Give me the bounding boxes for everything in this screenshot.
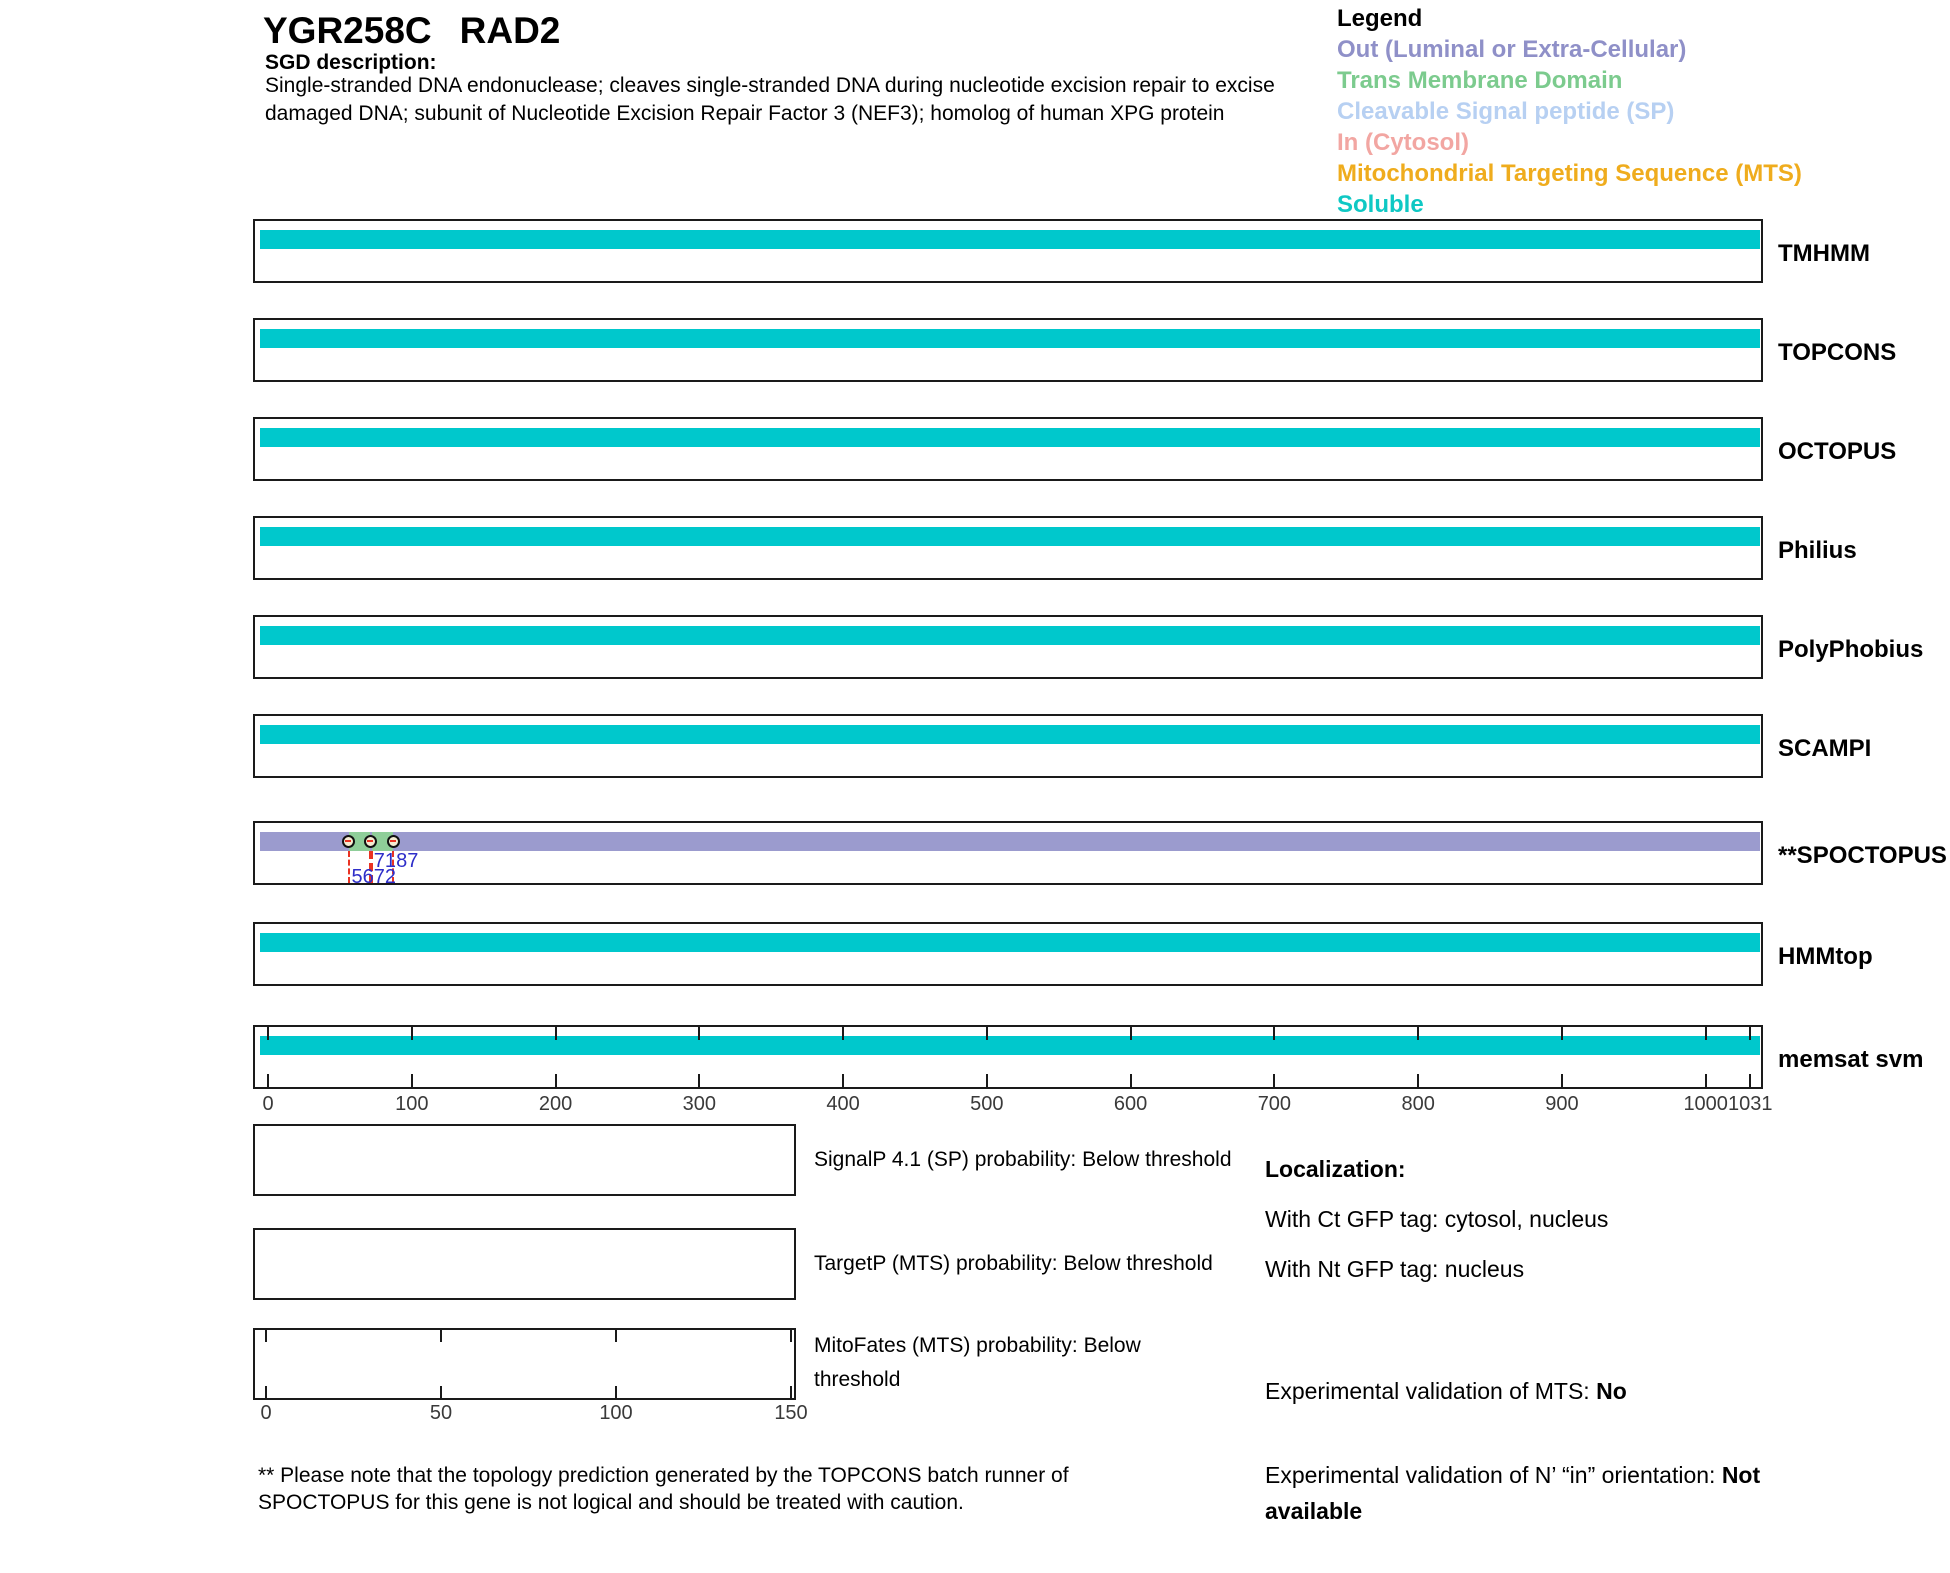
track-bar-4 [260,626,1760,645]
axis-tick-label: 100 [395,1093,429,1115]
boundary-marker-icon [387,835,400,848]
axis-tick-mark [1273,1027,1275,1040]
small-axis-tick-mark [790,1386,792,1398]
small-axis-tick-mark [265,1330,267,1342]
legend-item-2: Cleavable Signal peptide (SP) [1337,98,1675,125]
track-bar-6 [260,832,1760,851]
axis-tick-mark [267,1074,269,1087]
axis-tick-mark [698,1027,700,1040]
track-label-hmmtop: HMMtop [1778,943,1873,970]
probability-plot-box-1 [253,1228,796,1300]
legend-item-5: Soluble [1337,191,1424,218]
localization-ct-gfp: With Ct GFP tag: cytosol, nucleus [1265,1206,1609,1232]
boundary-position-label: 72 [373,866,397,888]
axis-tick-mark [1417,1027,1419,1040]
small-axis-tick-label: 50 [429,1402,453,1424]
axis-tick-mark [1705,1074,1707,1087]
axis-tick-label: 0 [262,1093,274,1115]
mitofates-caption-line1: MitoFates (MTS) probability: Below [814,1334,1141,1357]
axis-tick-mark [1130,1027,1132,1040]
mts-validation-label: Experimental validation of MTS: [1265,1378,1597,1404]
track-label-memsat-svm: memsat svm [1778,1046,1924,1073]
axis-tick-mark [1749,1027,1751,1040]
legend-item-0: Out (Luminal or Extra-Cellular) [1337,36,1687,63]
sgd-description-line2: damaged DNA; subunit of Nucleotide Excision Repair Factor 3 (NEF3); homolog of human XPG protein [265,102,1225,125]
track-label--spoctopus: **SPOCTOPUS [1778,842,1947,869]
axis-tick-mark [1749,1074,1751,1087]
axis-tick-label: 500 [970,1093,1004,1115]
targetp-caption: TargetP (MTS) probability: Below threshold [814,1252,1213,1275]
track-box-4 [253,615,1763,679]
track-box-0 [253,219,1763,283]
axis-tick-mark [1130,1074,1132,1087]
signalp-caption: SignalP 4.1 (SP) probability: Below threshold [814,1148,1232,1171]
axis-tick-mark [986,1027,988,1040]
track-label-scampi: SCAMPI [1778,735,1872,762]
axis-tick-label: 1000 [1683,1093,1728,1115]
mts-validation-value: No [1596,1378,1627,1404]
probability-plot-box-0 [253,1124,796,1196]
spoctopus-footnote-line1: ** Please note that the topology prediction generated by the TOPCONS batch runner of [258,1464,1069,1487]
boundary-position-label: 71 [373,850,397,872]
marker-dash-icon [367,840,373,842]
axis-tick-label: 200 [538,1093,573,1115]
axis-tick-mark [1561,1074,1563,1087]
orientation-validation-value: Not available [1265,1462,1761,1524]
track-bar-7 [260,933,1760,952]
track-bar-3 [260,527,1760,546]
track-bar-8 [260,1036,1760,1055]
track-box-5 [253,714,1763,778]
track-label-topcons: TOPCONS [1778,339,1897,366]
legend-item-3: In (Cytosol) [1337,129,1469,156]
marker-dash-icon [345,840,351,842]
axis-tick-mark [411,1074,413,1087]
orientation-validation-label: Experimental validation of N’ “in” orientation: [1265,1462,1722,1488]
small-axis-tick-label: 100 [599,1402,633,1424]
axis-tick-mark [267,1027,269,1040]
axis-tick-mark [698,1074,700,1087]
axis-tick-label: 400 [826,1093,860,1115]
small-axis-tick-mark [440,1386,442,1398]
small-axis-tick-mark [790,1330,792,1342]
marker-dash-icon [390,840,396,842]
boundary-guide-line [348,851,350,883]
sgd-description-line1: Single-stranded DNA endonuclease; cleaves single-stranded DNA during nucleotide excision repair to excise [265,74,1275,97]
axis-tick-mark [1273,1074,1275,1087]
page-title [263,10,560,52]
boundary-marker-icon [342,835,355,848]
legend [1337,5,1802,222]
mts-validation [1265,1378,1627,1405]
boundary-position-label: 87 [396,850,419,872]
axis-tick-mark [1561,1027,1563,1040]
axis-tick-label: 300 [682,1093,716,1115]
small-axis-tick-mark [440,1330,442,1342]
probability-plot-box-2 [253,1328,796,1400]
track-label-polyphobius: PolyPhobius [1778,636,1924,663]
gene-id: YGR258C [263,10,432,51]
track-label-philius: Philius [1778,537,1857,564]
localization-nt-gfp: With Nt GFP tag: nucleus [1265,1256,1525,1282]
legend-item-4: Mitochondrial Targeting Sequence (MTS) [1337,160,1802,187]
axis-tick-mark [842,1027,844,1040]
spoctopus-footnote-line2: SPOCTOPUS for this gene is not logical and should be treated with caution. [258,1491,964,1514]
track-bar-0 [260,230,1760,249]
mitofates-caption-line2: threshold [814,1368,901,1391]
axis-tick-label: 900 [1545,1093,1579,1115]
track-box-7 [253,922,1763,986]
axis-tick-label: 600 [1113,1093,1148,1115]
small-axis-tick-label: 0 [260,1402,272,1424]
axis-tick-mark [1705,1027,1707,1040]
legend-item-1: Trans Membrane Domain [1337,67,1623,94]
axis-tick-mark [555,1074,557,1087]
track-box-6 [253,821,1763,885]
small-axis-tick-mark [615,1330,617,1342]
small-axis-tick-mark [265,1386,267,1398]
small-axis-tick-mark [615,1386,617,1398]
track-box-3 [253,516,1763,580]
small-axis-tick-label: 150 [774,1402,808,1424]
track-box-1 [253,318,1763,382]
localization-title: Localization: [1265,1156,1406,1182]
protein-name: RAD2 [459,10,561,51]
sgd-description-label: SGD description: [265,51,437,74]
axis-tick-mark [842,1074,844,1087]
track-label-octopus: OCTOPUS [1778,438,1897,465]
track-bar-2 [260,428,1760,447]
legend-title: Legend [1337,5,1423,32]
orientation-validation [1265,1457,1763,1529]
axis-tick-label: 700 [1257,1093,1292,1115]
axis-tick-mark [411,1027,413,1040]
track-box-2 [253,417,1763,481]
axis-tick-mark [555,1027,557,1040]
axis-tick-mark [986,1074,988,1087]
boundary-position-label: 56 [351,866,374,888]
track-bar-5 [260,725,1760,744]
track-bar-1 [260,329,1760,348]
axis-tick-mark [1417,1074,1419,1087]
track-label-tmhmm: TMHMM [1778,240,1870,267]
track-box-8 [253,1025,1763,1089]
axis-tick-label: 800 [1401,1093,1435,1115]
axis-tick-label: 1031 [1728,1093,1773,1115]
